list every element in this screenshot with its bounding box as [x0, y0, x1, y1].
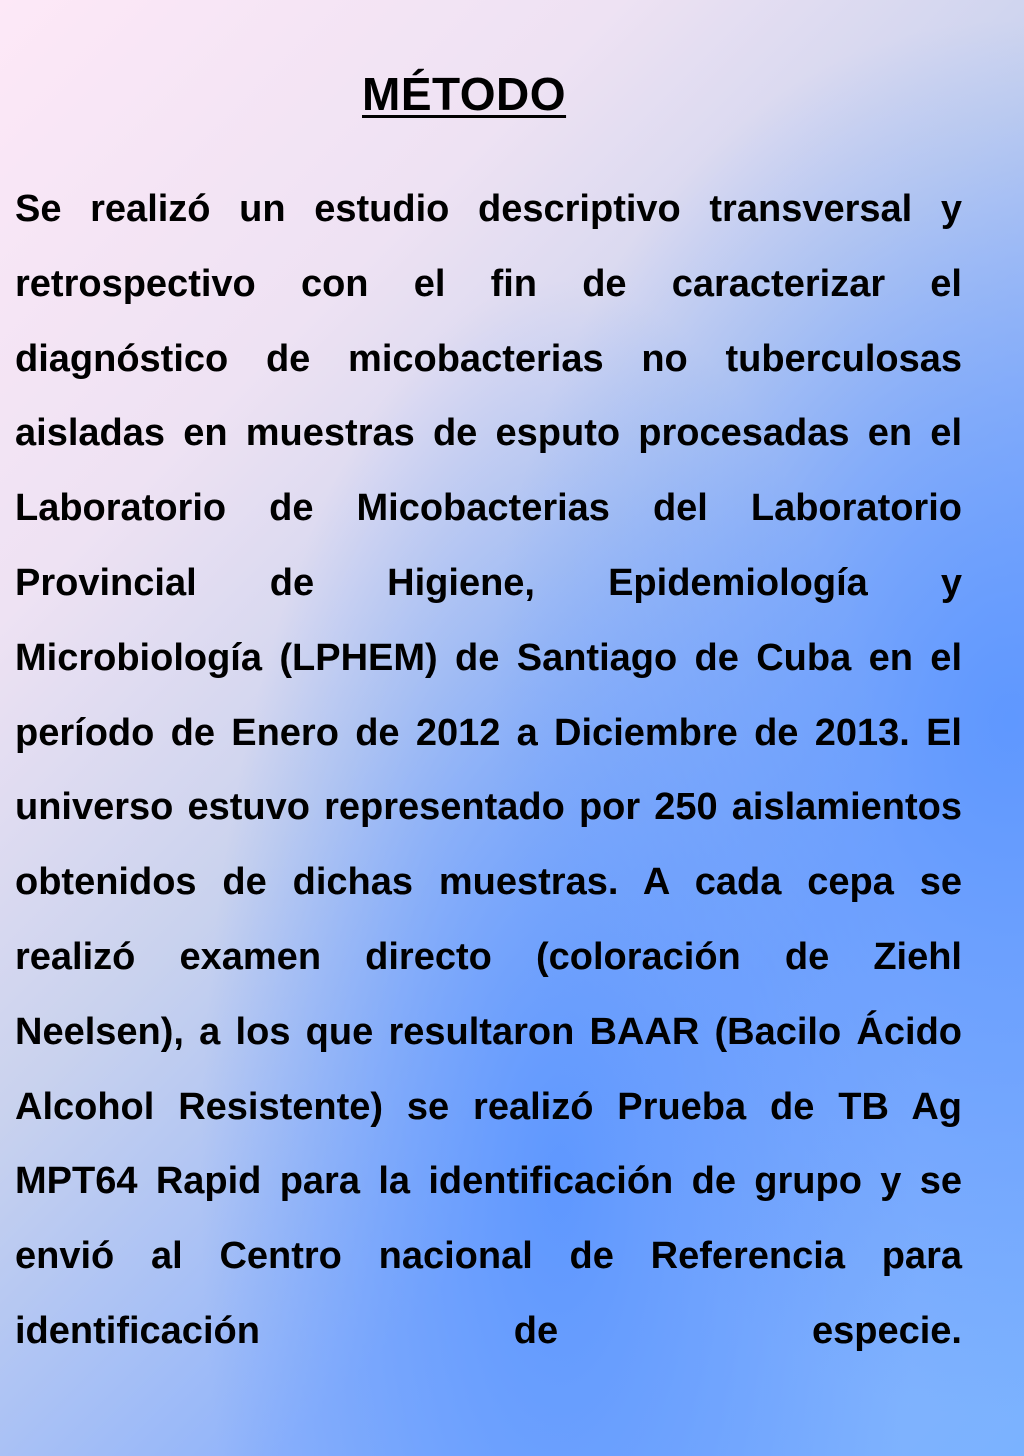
- method-paragraph: Se realizó un estudio descriptivo transversal y retrospectivo con el fin de caracterizar el diagnóstico de micobacterias no tuberculosas aisladas en muestras de esputo procesadas en el Laboratorio de Micobacterias del Laboratorio Provincial de Higiene, Epidemiología y Microbiología (LPHEM) de Santiago de Cuba en el período de Enero de 2012 a Diciembre de 2013. El universo estuvo representado por 250 aislamientos obtenidos de dichas muestras. A cada cepa se realizó examen directo (coloración de Ziehl Neelsen), a los que resultaron BAAR (Bacilo Ácido Alcohol Resistente) se realizó Prueba de TB Ag MPT64 Rapid para la identificación de grupo y se envió al Centro nacional de Referencia para identificación de especie.: [15, 188, 962, 1352]
- page-title: MÉTODO: [362, 68, 567, 120]
